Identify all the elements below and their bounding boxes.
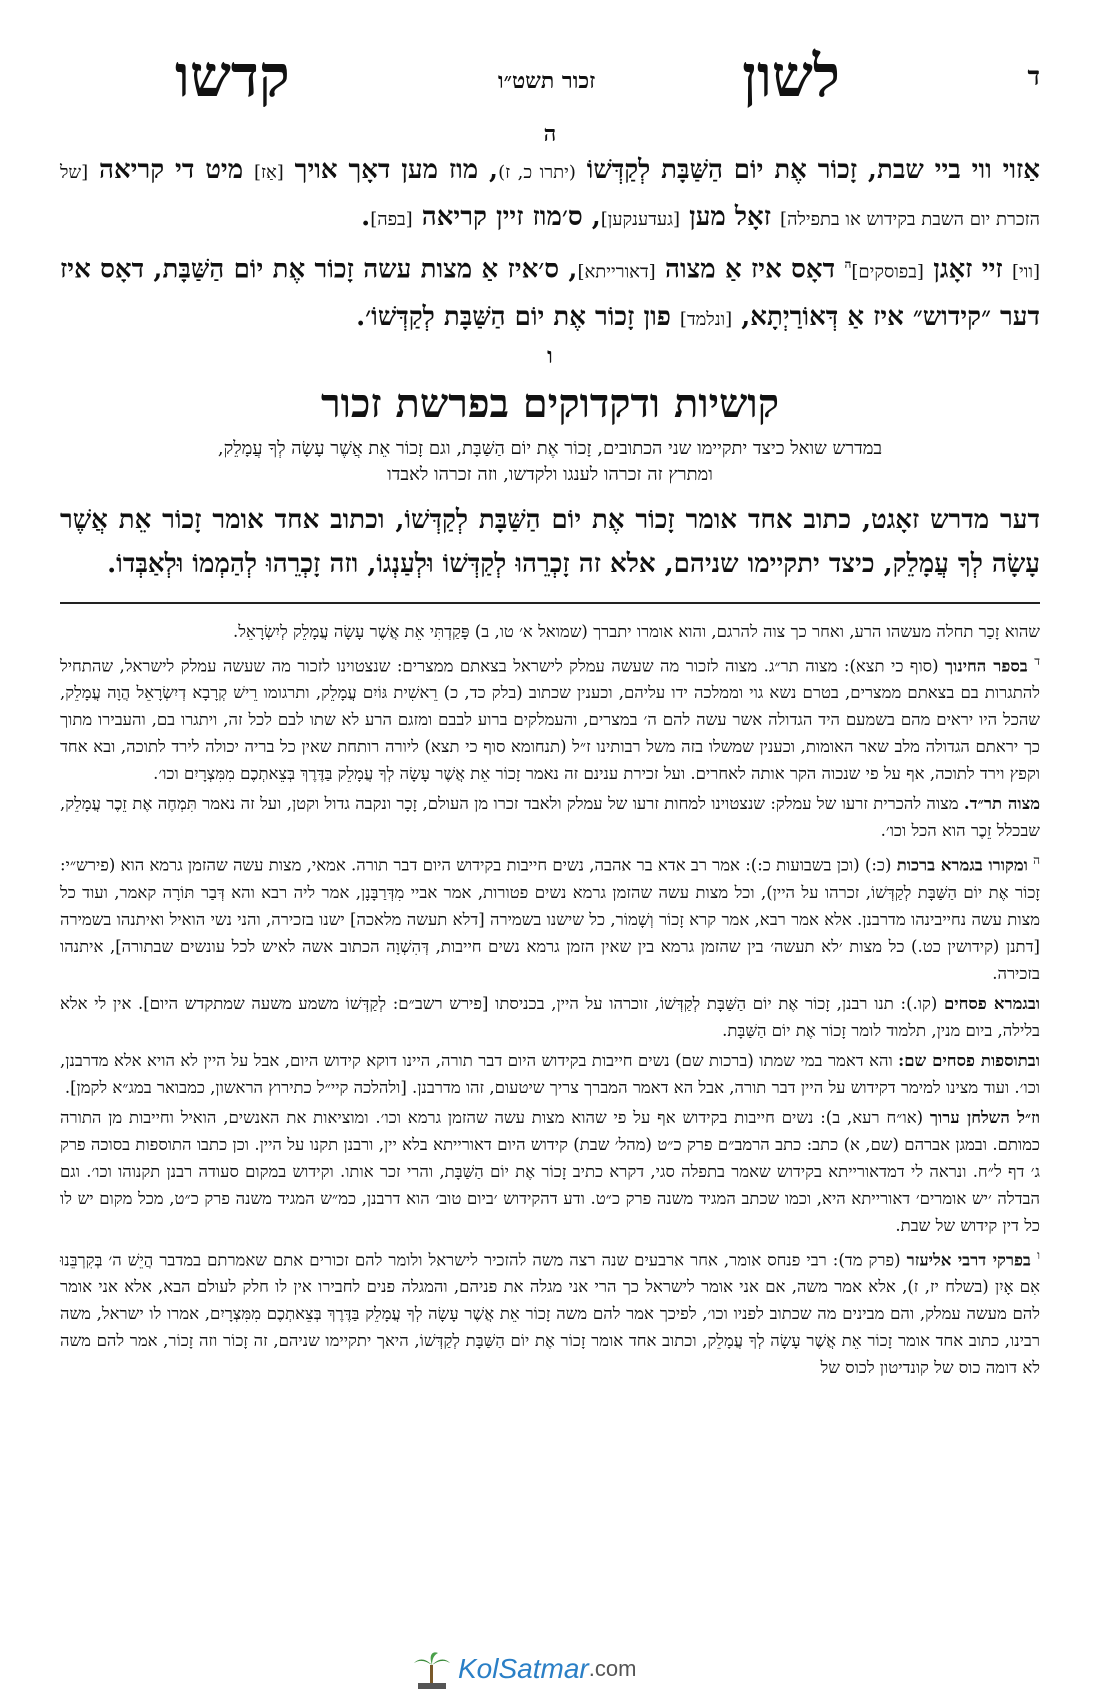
footnote-text: (או״ח רעא, ב): נשים חייבות בקידוש אף על פי שהוא מצות עשה שהזמן גרמא וכו׳. ומוציאות את האנשים, הואיל וחייבות מן התורה כמותם. ובמגן אברהם (שם, א) כתב: כתב הרמב״ם פרק כ״ט (מהל׳ שבת) קידוש היום דאורייתא בלא יין, ורבנן תקנו על היין. וכן כתבו התוספות בסוכה פרק ג׳ דף ל״ח. ונראה לי דמדאורייתא בקידוש שאמר בתפלה סגי, דקרא כתיב זָכוֹר אֶת יוֹם הַשַּׁבָּת, והרי זכר אותו. וקידוש במקום סעודה רבנן תקנוהו וכו׳. וגם הבדלה ׳יש אומרים׳ דאורייתא היא, וכמו שכתב המגיד משנה פרק כ״ט. ודע דהקידוש ׳ביום טוב׳ הוא דרבנן, כמ״ש המגיד משנה פרק כ״ט, מכל מקום יש לו כל דין קידוש של שבת. — [60, 1107, 1040, 1235]
text-run: , ס׳מוז זיין קריאה — [412, 202, 601, 232]
bracket-note: [של הזכרת יום השבת בקידוש או בתפילה] — [60, 162, 1040, 230]
bracket-note: [ונלמד] — [679, 308, 733, 330]
footnote-source: מצוה תר״ד. — [963, 794, 1041, 814]
footnote-source: ומקורו בגמרא ברכות — [896, 855, 1028, 875]
text-run: דאָס איז אַ מצוה — [655, 254, 845, 285]
bracket-note: [געדענקען] — [600, 209, 681, 230]
footnote-text: (פרק מד): רבי פנחס אומר, אחר ארבעים שנה רצה משה להזכיר לישראל ולומר להם זכורים אתם שאמרתם במדבר הֲיֵשׁ ה׳ בְּקִרְבֵּנוּ אִם אָיִן (בשלח יז, ז), אלא אמר משה, אם אני אומר לישראל כך הרי אני מגלה את פניהם, והמגלה פנים לחבירו אין לו חלק לעולם הבא, אלא אני אומר להם מעשה עמלק, והם מבינים מה שכתוב לפניו וכו׳, לפיכך אמר להם משה זָכוֹר אֵת אֲשֶׁר עָשָׂה לְךָ עֲמָלֵק בַּדֶּרֶךְ בְּצֵאתְכֶם מִמִּצְרָיִם, אמרו לו ישראל, משה רבינו, כתוב אחד אומר זָכוֹר אֵת אֲשֶׁר עָשָׂה לְךָ עֲמָלֵק, וכתוב אחד אומר זָכוֹר אֶת יוֹם הַשַּׁבָּת לְקַדְּשׁוֹ, היאך יתקיימו שניהם, זה זָכוֹר וזה זָכוֹר, אמר להם משה לא דומה כוס של קונדיטון לכוס של — [60, 1250, 1040, 1378]
parasha-label: זכור תשט״ו — [498, 68, 596, 94]
page-letter: ד — [1027, 62, 1040, 92]
text-run: זאָל מען — [680, 202, 781, 232]
bracket-note: [ווי] — [1012, 261, 1040, 283]
footnote-source: בספר החינוך — [945, 656, 1028, 676]
footnote-mark: ו — [1036, 1247, 1041, 1262]
title-right: לשון — [742, 42, 840, 110]
text-run: . — [361, 202, 371, 232]
section-summary-line-2: ומתרץ זה זכרהו לענגו ולקדשו, וזה זכרהו לאבדו — [387, 463, 713, 485]
bracket-note: [בפה] — [370, 209, 413, 230]
page-header — [60, 28, 1040, 120]
text-run: מיט די קריאה — [88, 155, 254, 185]
logo-name: KolSatmar — [458, 1653, 589, 1684]
footnote-source: וז״ל השלחן ערוך — [929, 1107, 1040, 1127]
title-left: קדשו — [175, 42, 290, 110]
footnote-text: (סוף כי תצא): מצוה תר״ג. מצוה לזכור מה שעשה עמלק לישראל בצאתם ממצרים: שנצטוינו לזכור מה שעשה עמלק לישראל, שהתחיל להתגרות בם בצאתם ממצרים, בטרם נשא גוי וממלכה ידו עליהם, וכענין שכתוב (בלק כד, כ) רֵאשִׁית גּוֹיִם עֲמָלֵק, ותרגומו רֵישׁ קְרָבָא דְיִשְׂרָאֵל הֲוָה עֲמָלֵק, שהכל היו יראים מהם בשמעם היד הגדולה אשר עשה להם ה׳ במצרים, והעמלקים ברוע לבבם ומזגם הרע לא שתו לבם לכל זה, ויתגרו בם, והעבירו מתוך כך יראתם הגדולה מלב שאר האומות, וכענין שמשלו בזה משל רבותינו ז״ל (תנחומא סוף כי תצא) ליורה רותחת שאין כל בריה יכולה לירד לתוכה, ובא אחד וקפץ וירד לתוכה, אף על פי שנכוה הקר אותה לאחרים. ועל זכירת ענינם זה נאמר זָכוֹר אֵת אֲשֶׁר עָשָׂה לְךָ עֲמָלֵק בַּדֶּרֶךְ בְּצֵאתְכֶם מִמִּצְרָיִם וכו׳. — [60, 656, 1040, 784]
footnote — [60, 1047, 1040, 1101]
text-run: פון זָכוֹר אֶת יוֹם הַשַּׁבָּת לְקַדְּשׁוֹ׳. — [356, 301, 680, 332]
footnote-divider — [60, 602, 1040, 604]
footnote — [60, 790, 1040, 844]
bracket-note: [אַז] — [253, 162, 284, 183]
section-h-paragraph-1 — [60, 148, 1040, 242]
section-letter-v: ו — [547, 342, 553, 369]
footnote — [60, 1242, 1040, 1382]
footnote-source: בפרקי דרבי אליעזר — [906, 1250, 1031, 1270]
footnote — [60, 1104, 1040, 1239]
footnote-mark: ה — [844, 257, 852, 271]
footnotes — [60, 618, 1040, 1382]
section-summary-line-1: במדרש שואל כיצד יתקיימו שני הכתובים, זָכוֹר אֶת יוֹם הַשַּׁבָּת, וגם זָכוֹר אֵת אֲשֶׁר עָשָׂה לְךָ עֲמָלֵק, — [217, 437, 883, 459]
text-run: אַזוי ווי ביי שבת, זָכוֹר אֶת יוֹם הַשַּׁבָּת לְקַדְּשׁוֹ — [575, 155, 1041, 185]
logo-suffix: .com — [588, 1656, 637, 1681]
footnote — [60, 847, 1040, 987]
page — [60, 28, 1040, 1690]
footnote-text: שהוא זָכַר תחלה מעשהו הרע, ואחר כך צוה להרגם, והוא אומרו יתברך (שמואל א׳ טו, ב) פָּקַדְתִּי אֵת אֲשֶׁר עָשָׂה עֲמָלֵק לְיִשְׂרָאֵל. — [233, 621, 1040, 641]
footnote-source: ובתוספות פסחים שם: — [898, 1050, 1040, 1070]
kolsatmar-logo — [410, 1644, 636, 1694]
text-run: , ס׳איז אַ מצות עשה זָכוֹר אֶת יוֹם הַשַּׁבָּת, דאָס איז דער ״קידוש״ איז אַ דְּאוֹרַיְתָא, — [60, 254, 1040, 332]
text-run: , מוז מען דאָך אויך — [283, 155, 499, 185]
footnote-text: (קו.): תנו רבנן, זָכוֹר אֶת יוֹם הַשַּׁבָּת לְקַדְּשׁוֹ, זוכרהו על היין, בכניסתו [פירש רשב״ם: לְקַדְּשׁוֹ משמע משעה שמתקדש היום]. אין לי אלא בלילה, ביום מנין, תלמוד לומר זָכוֹר אֶת יוֹם הַשַּׁבָּת. — [60, 993, 1040, 1040]
footnote — [60, 648, 1040, 788]
palm-tree-icon — [410, 1647, 454, 1691]
footnote-text: מצוה להכרית זרעו של עמלק: שנצטוינו למחות זרעו של עמלק ולאבד זכרו מן העולם, זָכָר ונקבה גדול וקטן, ועל זה נאמר תִּמְחֶה אֶת זֵכֶר עֲמָלֵק, שבכלל זֵכֶר הוא הכל וכו׳. — [60, 794, 1040, 841]
footnote-text: (כ:) (וכן בשבועות כ:): אמר רב אדא בר אהבה, נשים חייבות בקידוש היום דבר תורה. אמאי, מצות עשה שהזמן גרמא הוא (פירש״י: זָכוֹר אֶת יוֹם הַשַּׁבָּת לְקַדְּשׁוֹ, זכרהו על היין), וכל מצות עשה שהזמן גרמא נשים פטורות, אמר אביי מִדְּרַבָּנָן, אמר ליה רבא והא דְּבַר תּוֹרָה קאמר, ועוד כל מצות עשה נחייבינהו מדרבנן. אלא אמר רבא, אמר קרא זָכוֹר וְשָׁמוֹר, כל שישנו בשמירה [דלא תעשה מלאכה] ישנו בזכירה, והני נשי הואיל ואיתנהו בשמירה [דתנן (קידושין כט.) כל מצות ׳לא תעשה׳ בין שהזמן גרמא בין שאין הזמן גרמא נשים חייבות, דְּהִשְׁוָה הכתוב אשה לאיש לכל עונשים שבתורה], איתנהו בזכירה. — [60, 855, 1040, 983]
footnote-mark: ד — [1034, 653, 1040, 668]
bracket-note: (יתרו כ, ז) — [498, 162, 576, 183]
footnote — [60, 990, 1040, 1044]
bracket-note: [בפוסקים] — [851, 261, 924, 283]
section-summary — [60, 436, 1040, 488]
section-letter-h: ה — [543, 121, 557, 147]
bracket-note: [דאורייתא] — [577, 261, 656, 283]
text-run: זיי זאָגן — [923, 254, 1012, 285]
footnote — [60, 618, 1040, 645]
section-v-paragraph: דער מדרש זאָגט, כתוב אחד אומר זָכוֹר אֶת יוֹם הַשַּׁבָּת לְקַדְּשׁוֹ, וכתוב אחד אומר זָכוֹר אֵת אֲשֶׁר עָשָׂה לְךָ עֲמָלֵק, כיצד יתקיימו שניהם, אלא זה זָכְרֵהוּ לְקַדְּשׁוֹ וּלְעַנְגוֹ, וזה זָכְרֵהוּ לְהַמְמוֹ וּלְאַבְּדוֹ. — [60, 504, 1040, 579]
footnote-mark: ה — [1033, 853, 1041, 868]
section-h-paragraph-2 — [60, 242, 1040, 342]
section-heading: קושיות ודקדוקים בפרשת זכור — [320, 379, 780, 427]
footnote-source: ובגמרא פסחים — [943, 993, 1041, 1013]
footnote-text: והא דאמר במי שמתו (ברכות שם) נשים חייבות בקידוש היום דבר תורה, היינו דוקא קידוש היום, אבל על היין לא הויא אלא מדרבנן, וכו׳. ועוד מצינו למימר דקידוש על היין דבר תורה, אבל הא דאמר המברך צריך שיטעום, זהו מדרבנן. [ולהלכה קיי״ל כתירוץ הראשון, כמבואר במג״א לקמן]. — [60, 1050, 1040, 1097]
